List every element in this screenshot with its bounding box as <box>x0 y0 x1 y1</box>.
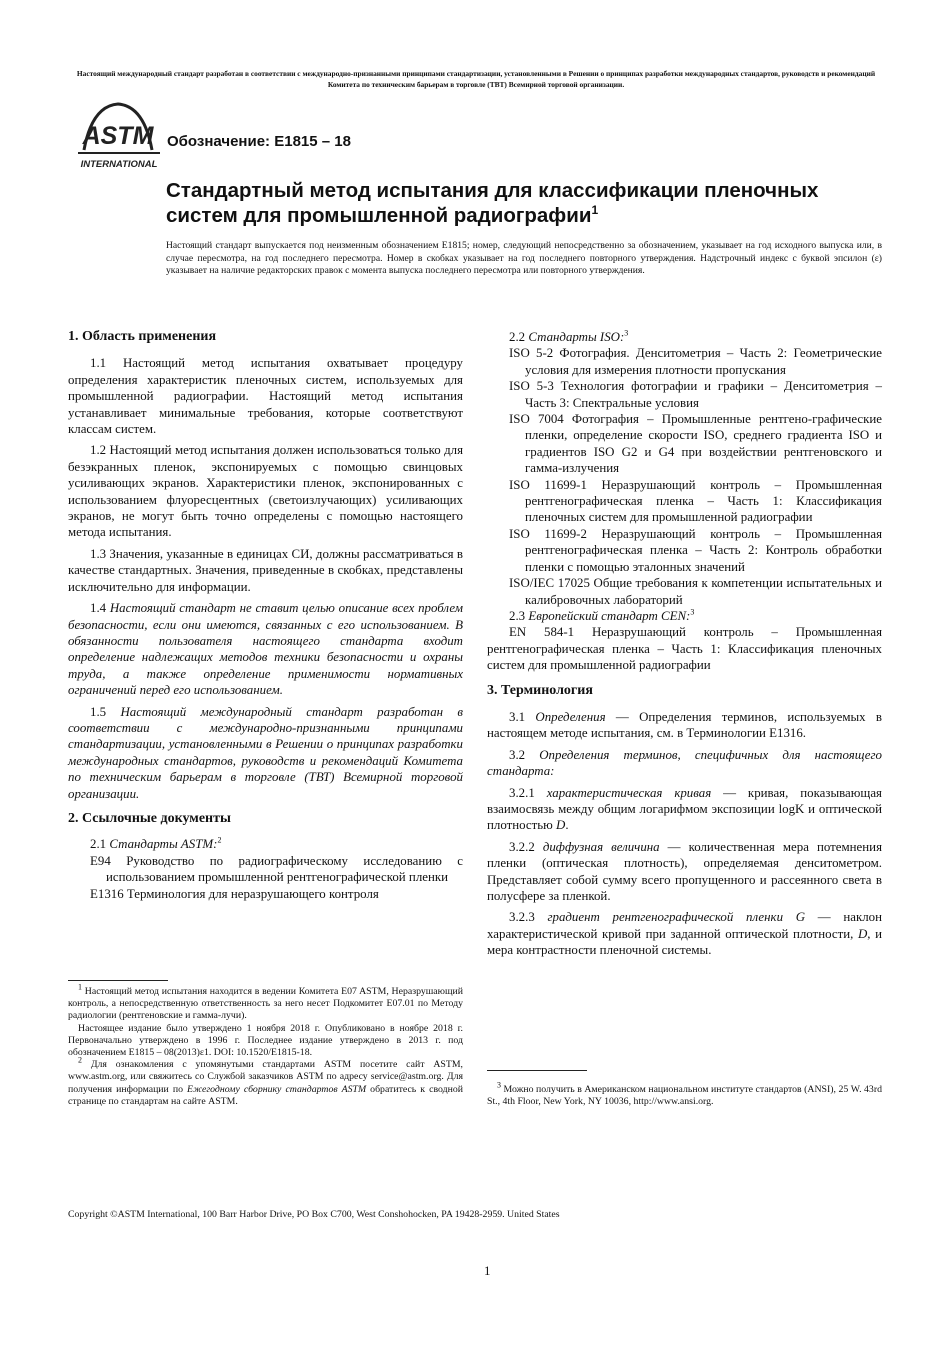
para-1-4-text: Настоящий стандарт не ставит целью описание всех проблем безопасности, если они имеются, связанных с его использованием. В обязанности пользователя настоящего стандарта входит определение надлежащих методов техники безопасности и охраны труда, а также определение применимости нормативных ограничений перед его использованием. <box>68 601 463 698</box>
logo-subtext: INTERNATIONAL <box>80 159 158 170</box>
footnote-2-book-title: Ежегодному сборнику стандартов ASTM <box>187 1083 367 1095</box>
footnotes-left <box>68 982 463 1108</box>
section-3-heading: 3. Терминология <box>487 682 593 698</box>
para-3-2-3-text-a: — наклон характеристической кривой при заданной оптической плотности, <box>487 910 882 941</box>
para-2-1-footnote-ref: 2 <box>217 836 222 846</box>
para-3-2-1-number: 3.2.1 <box>509 785 547 800</box>
para-2-2-number: 2.2 <box>509 330 529 344</box>
para-2-3 <box>487 608 882 624</box>
para-2-3-number: 2.3 <box>509 608 529 623</box>
para-1-4 <box>68 600 463 698</box>
astm-logo-icon <box>78 98 160 172</box>
ref-iso-5-3: ISO 5-3 Технология фотографии и графики – Денситометрия – Часть 3: Спектральные условия <box>509 379 882 410</box>
footnote-1-marker: 1 <box>78 982 82 992</box>
section-2-heading: 2. Ссылочные документы <box>68 810 231 826</box>
ref-iso-11699-1: ISO 11699-1 Неразрушающий контроль – Промышленная рентгенографическая пленка – Часть 1: Классификация пленочных систем для промышленной радиографии <box>509 477 882 525</box>
para-1-4-number: 1.4 <box>90 601 110 616</box>
para-3-2-3-text-b: , и мера контрастности пленочной системы. <box>487 926 882 958</box>
para-3-2-1-term: характеристическая кривая <box>546 785 712 800</box>
para-2-2-text: Стандарты ISO: <box>528 330 625 344</box>
para-1-5-text: Настоящий международный стандарт разработан в соответствии с международно-признанными принципами стандартизации, установленными в Решении о принципах разработки международных стандартов, руководств и рекомендаций Комитета по техническим барьерам в торговле (ТВТ) Всемирной торговой организации. <box>68 704 463 801</box>
para-3-2-number: 3.2 <box>509 747 540 762</box>
para-3-2-3-term: градиент рентгенографической пленки G <box>547 910 806 925</box>
para-3-1-number: 3.1 <box>509 709 536 724</box>
para-3-2-1-variable: D <box>556 818 566 833</box>
page-number: 1 <box>484 1263 491 1278</box>
para-2-3-text: Европейский стандарт CEN: <box>528 608 691 623</box>
para-3-2-1: 3.2.1 характеристическая кривая — кривая, показывающая взаимосвязь между общим логарифмом экспозиции logK и оптической плотностью D. <box>487 785 882 833</box>
footnote-1-edition: Настоящее издание было утверждено 1 ноября 2018 г. Опубликовано в ноябре 2018 г. Первоначально утверждено в 1996 г. Последнее издание утверждено в 2013 г. под обозначением E1815 – 08(2013)ε1. DOI: 10.1520/E1815-18. <box>68 1022 463 1059</box>
ref-en-584-1: EN 584-1 Неразрушающий контроль – Промышленная рентгенографическая пленка – Часть 1: Классификация пленочных систем для промышленной радиографии <box>487 625 882 673</box>
ref-e94: E94 Руководство по радиографическому исследованию с использованием промышленной рентгенографической пленки <box>90 853 463 885</box>
astm-logo <box>78 98 160 172</box>
footnote-2-text-a: Для ознакомления с упомянутыми стандартами ASTM посетите сайт ASTM, www.astm.org, или свяжитесь со Службой заказчиков ASTM по адресу service@astm.org. Для получения информации по <box>68 1059 463 1095</box>
intl-standard-notice: Настоящий международный стандарт разработан в соответствии с международно-признанными принципами стандартизации, установленными в Решении о принципах разработки международных стандартов, руководств и рекомендаций Комитета по техническим барьерам в торговле (ТВТ) Всемирной торговой организации. <box>76 69 876 89</box>
footnote-3 <box>487 1080 882 1108</box>
footnote-1-text-a: Настоящий метод испытания находится в ведении Комитета E07 ASTM, Неразрушающий контроль, а непосредственную ответственность за него несет Подкомитет E07.01 по Методу радиологии (рентгеновские и гамма-лучи). <box>68 986 463 1022</box>
logo-text: ASTM <box>82 122 154 150</box>
para-2-1-text: Стандарты ASTM: <box>109 837 218 852</box>
footnote-3-marker: 3 <box>497 1080 501 1090</box>
footnote-1 <box>68 982 463 1023</box>
para-2-1 <box>68 836 463 852</box>
para-1-5 <box>68 704 463 802</box>
para-3-1-text: — Определения терминов, используемых в настоящем методе испытания, см. в Терминологии E1316. <box>487 709 882 741</box>
ref-e1316: E1316 Терминология для неразрушающего контроля <box>90 886 379 901</box>
para-3-2-1-text: — кривая, показывающая взаимосвязь между общим логарифмом экспозиции logK и оптической плотностью <box>487 785 882 833</box>
ref-iso-iec-17025: ISO/IEC 17025 Общие требования к компетенции испытательных и калибровочных лабораторий <box>509 576 882 607</box>
footnotes-right <box>487 1080 882 1108</box>
ref-iso-5-2: ISO 5-2 Фотография. Денситометрия – Часть 2: Геометрические условия для измерения плотности пропускания <box>509 346 882 377</box>
footnote-2-marker: 2 <box>78 1055 82 1065</box>
para-3-2-2 <box>487 839 882 905</box>
left-column <box>68 329 463 902</box>
para-1-1: 1.1 Настоящий метод испытания охватывает процедуру определения характеристик пленочных систем, используемых для промышленной радиографии. Настоящий метод испытания устанавливает минимальные требования, которые соответствуют классам систем. <box>68 356 463 437</box>
para-3-2-3-number: 3.2.3 <box>509 910 548 925</box>
footnote-divider-right <box>487 1070 587 1071</box>
para-3-1-term: Определения <box>535 709 606 724</box>
para-1-2: 1.2 Настоящий метод испытания должен использоваться только для безэкранных пленок, экспонируемых с помощью свинцовых усиливающих экранов. Характеристики пленок, экспонированных с использованием флуоресцентных (светоизлучающих) усиливающих экранов, не могут быть точно определены с помощью настоящего метода испытания. <box>68 443 463 540</box>
issue-note: Настоящий стандарт выпускается под неизменным обозначением E1815; номер, следующий непосредственно за обозначением, указывает на год исходного выпуска или, в случае пересмотра, на год последнего пересмотра. Номер в скобках указывает на год последнего повторного утверждения. Надстрочный индекс с буквой эпсилон (ε) указывает на наличие редакторских правок с момента выпуска последнего пересмотра или повторного утверждения. <box>166 240 882 277</box>
para-3-2-2-number: 3.2.2 <box>509 839 543 854</box>
section-1-heading: 1. Область применения <box>68 329 217 344</box>
para-3-2-2-term: диффузная величина <box>542 839 660 854</box>
para-3-2 <box>487 747 882 780</box>
footnote-divider-left <box>68 980 168 981</box>
copyright-line: Copyright ©ASTM International, 100 Barr Harbor Drive, PO Box C700, West Conshohocken, PA 19428-2959. United States <box>68 1209 560 1220</box>
designation: Обозначение: E1815 – 18 <box>167 133 351 150</box>
para-1-5-number: 1.5 <box>90 704 121 719</box>
para-3-2-3-variable: D <box>857 926 868 941</box>
document-title <box>166 178 866 228</box>
para-2-1-number: 2.1 <box>90 837 110 852</box>
para-3-2-text: Определения терминов, специфичных для настоящего стандарта: <box>487 747 882 779</box>
footnote-2 <box>68 1055 463 1108</box>
footnote-3-text: Можно получить в Американском национальном институте стандартов (ANSI), 25 W. 43rd St., 4th Floor, New York, NY 10036, http://www.ansi.org. <box>487 1084 882 1108</box>
ref-iso-11699-2: ISO 11699-2 Неразрушающий контроль – Промышленная рентгенографическая пленка – Часть 2: Контроль обработки пленки с помощью эталонных значений <box>509 526 882 574</box>
right-column <box>487 329 882 959</box>
para-2-2-footnote-ref: 3 <box>624 328 629 338</box>
footnote-2-text-b: обратитесь к сводной странице по стандартам на сайте ASTM. <box>68 1083 463 1107</box>
title-text: Стандартный метод испытания для классификации пленочных систем для промышленной радиографии <box>166 179 819 227</box>
title-footnote-ref: 1 <box>591 203 599 218</box>
para-2-2 <box>487 329 882 345</box>
para-3-2-3 <box>487 909 882 958</box>
para-1-3: 1.3 Значения, указанные в единицах СИ, должны рассматриваться в качестве стандартных. Значения, приведенные в скобках, представлены исключительно для информации. <box>68 546 463 594</box>
para-3-1 <box>487 709 882 742</box>
para-3-2-2-text: — количественная мера потемнения пленки (оптическая плотность), определяемая денситометром. Представляет собой сумму всего пропущенного и рассеянного света в полусфере за пленкой. <box>487 839 882 903</box>
para-2-3-footnote-ref: 3 <box>690 607 695 617</box>
ref-iso-7004: ISO 7004 Фотография – Промышленные рентгено-графические пленки, определение скорости ISO, среднего градиента ISO и градиентов ISO G2 и G4 при воздействии рентгеновского и гамма-излучения <box>509 412 882 476</box>
